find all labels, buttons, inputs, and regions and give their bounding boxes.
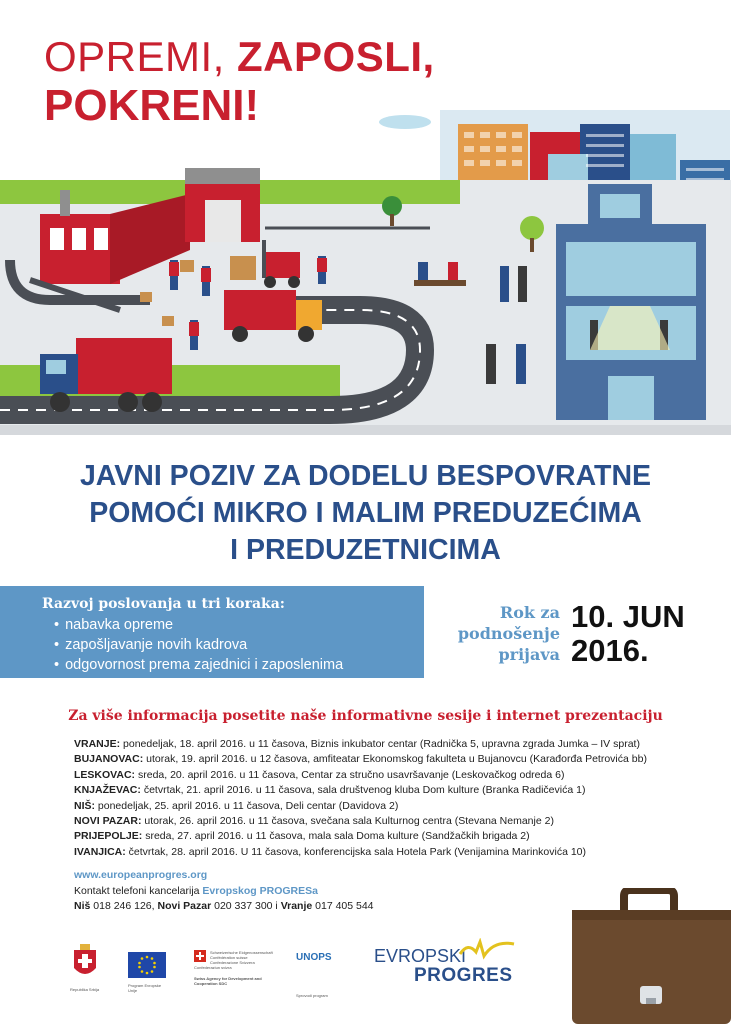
swiss-logo xyxy=(194,950,284,1000)
deadline-label xyxy=(440,602,560,665)
ep-line-1: EVROPSKI xyxy=(374,946,467,966)
deadline-label-line: Rok za xyxy=(499,603,560,622)
session-item xyxy=(74,768,647,783)
session-city: NOVI PAZAR: xyxy=(74,815,142,828)
heading-line-2: POMOĆI MIKRO I MALIM PREDUZEĆIMA xyxy=(89,497,642,529)
deadline-date-year: 2016. xyxy=(571,633,649,668)
contact-phones-title: Kontakt telefoni kancelarija Evropskog PROGRESa xyxy=(74,884,318,897)
deadline-label-line: podnošenje xyxy=(457,624,560,643)
deadline-date xyxy=(571,600,685,668)
session-item xyxy=(74,814,647,829)
call-heading xyxy=(0,458,731,569)
session-city: LESKOVAC: xyxy=(74,768,136,781)
heading-line-1: JAVNI POZIV ZA DODELU BESPOVRATNE xyxy=(79,460,652,492)
session-city: KNJAŽEVAC: xyxy=(74,784,141,797)
briefcase-icon xyxy=(568,888,731,1024)
title-zaposli: ZAPOSLI, xyxy=(237,33,435,80)
steps-item: • nabavka opreme xyxy=(66,615,343,635)
swiss-text: Schweizerische Eidgenossenschaft xyxy=(210,950,273,955)
eu-flag-icon xyxy=(128,952,166,978)
swiss-text: Confédération suisse xyxy=(210,955,248,960)
unops-caption: Sprovodi program xyxy=(296,993,328,998)
info-title: Za više informacija posetite naše informativne sesije i internet prezentaciju xyxy=(68,708,663,724)
serbia-logo xyxy=(70,942,100,998)
session-item xyxy=(74,783,647,798)
steps-item: • zapošljavanje novih kadrova xyxy=(66,635,343,655)
session-text: ponedeljak, 25. april 2016. u 11 časova, Deli centar (Davidova 2) xyxy=(95,799,399,812)
contact-block xyxy=(74,868,374,915)
steps-item: • odgovornost prema zajednici i zaposlenima xyxy=(66,655,343,675)
session-text: utorak, 19. april 2016. u 12 časova, amfiteatar Ekonomskog fakulteta u Bujanovcu (Karađorđa Petrovića bb) xyxy=(143,753,647,766)
unops-logo xyxy=(296,952,356,998)
session-city: IVANJICA: xyxy=(74,845,126,858)
session-text: četvrtak, 28. april 2016. U 11 časova, konferencijska sala Hotela Park (Venijamina Marinkovića 10) xyxy=(125,845,587,858)
session-city: PRIJEPOLJE: xyxy=(74,830,143,843)
eu-logo xyxy=(128,952,168,998)
ep-swoosh-icon xyxy=(458,938,518,962)
swiss-text: Confederaziun svizra xyxy=(194,965,232,970)
session-item xyxy=(74,737,647,752)
website-link[interactable]: www.europeanprogres.org xyxy=(74,869,208,881)
sessions-list xyxy=(74,737,647,860)
title-opremi: OPREMI, xyxy=(44,33,225,80)
ep-line-2: PROGRES xyxy=(414,965,513,986)
deadline-date-day: 10. JUN xyxy=(571,599,685,634)
title-pokreni: POKRENI! xyxy=(44,81,260,130)
evropski-progres-logo xyxy=(374,946,513,986)
session-text: sreda, 27. april 2016. u 11 časova, mala sala Doma kulture (Sandžačkih brigada 2) xyxy=(142,830,530,843)
deadline-label-line: prijava xyxy=(498,645,560,664)
session-item xyxy=(74,845,647,860)
steps-list xyxy=(66,615,343,675)
serbia-caption: Republika Srbija xyxy=(70,987,100,992)
contact-phones: Niš 018 246 126, Novi Pazar 020 337 300 i Vranje 017 405 544 xyxy=(74,900,374,912)
session-item xyxy=(74,752,647,767)
business-illustration xyxy=(0,110,731,435)
session-text: sreda, 20. april 2016. u 11 časova, Centar za stručno usavršavanje (Leskovačkog odreda 6) xyxy=(135,768,565,781)
title-line-1 xyxy=(44,34,435,80)
session-item xyxy=(74,829,647,844)
serbia-coat-of-arms-icon xyxy=(70,942,100,982)
session-item xyxy=(74,799,647,814)
session-city: BUJANOVAC: xyxy=(74,753,144,766)
session-text: ponedeljak, 18. april 2016. u 11 časova, Biznis inkubator centar (Radnička 5, upravna zgrada Jumka – IV sprat) xyxy=(120,738,640,750)
heading-line-3: I PREDUZETNICIMA xyxy=(230,534,501,566)
swiss-text: Confederazione Svizzera xyxy=(210,960,255,965)
session-city: NIŠ: xyxy=(74,799,95,812)
unops-text: UNOPS xyxy=(296,952,332,963)
eu-caption: Program Evropske Unije xyxy=(128,983,162,993)
session-text: četvrtak, 21. april 2016. u 11 časova, sala društvenog kluba Dom kulture (Branka Radičevića 1) xyxy=(140,784,586,797)
steps-title: Razvoj poslovanja u tri koraka: xyxy=(42,596,285,612)
steps-box xyxy=(0,586,424,678)
swiss-flag-icon xyxy=(194,950,206,962)
swiss-agency-text: Swiss Agency for Development and Cooperation SDC xyxy=(194,976,262,986)
session-city: VRANJE: xyxy=(74,738,121,750)
session-text: utorak, 26. april 2016. u 11 časova, svečana sala Kulturnog centra (Stevana Nemanje 2) xyxy=(141,815,554,828)
